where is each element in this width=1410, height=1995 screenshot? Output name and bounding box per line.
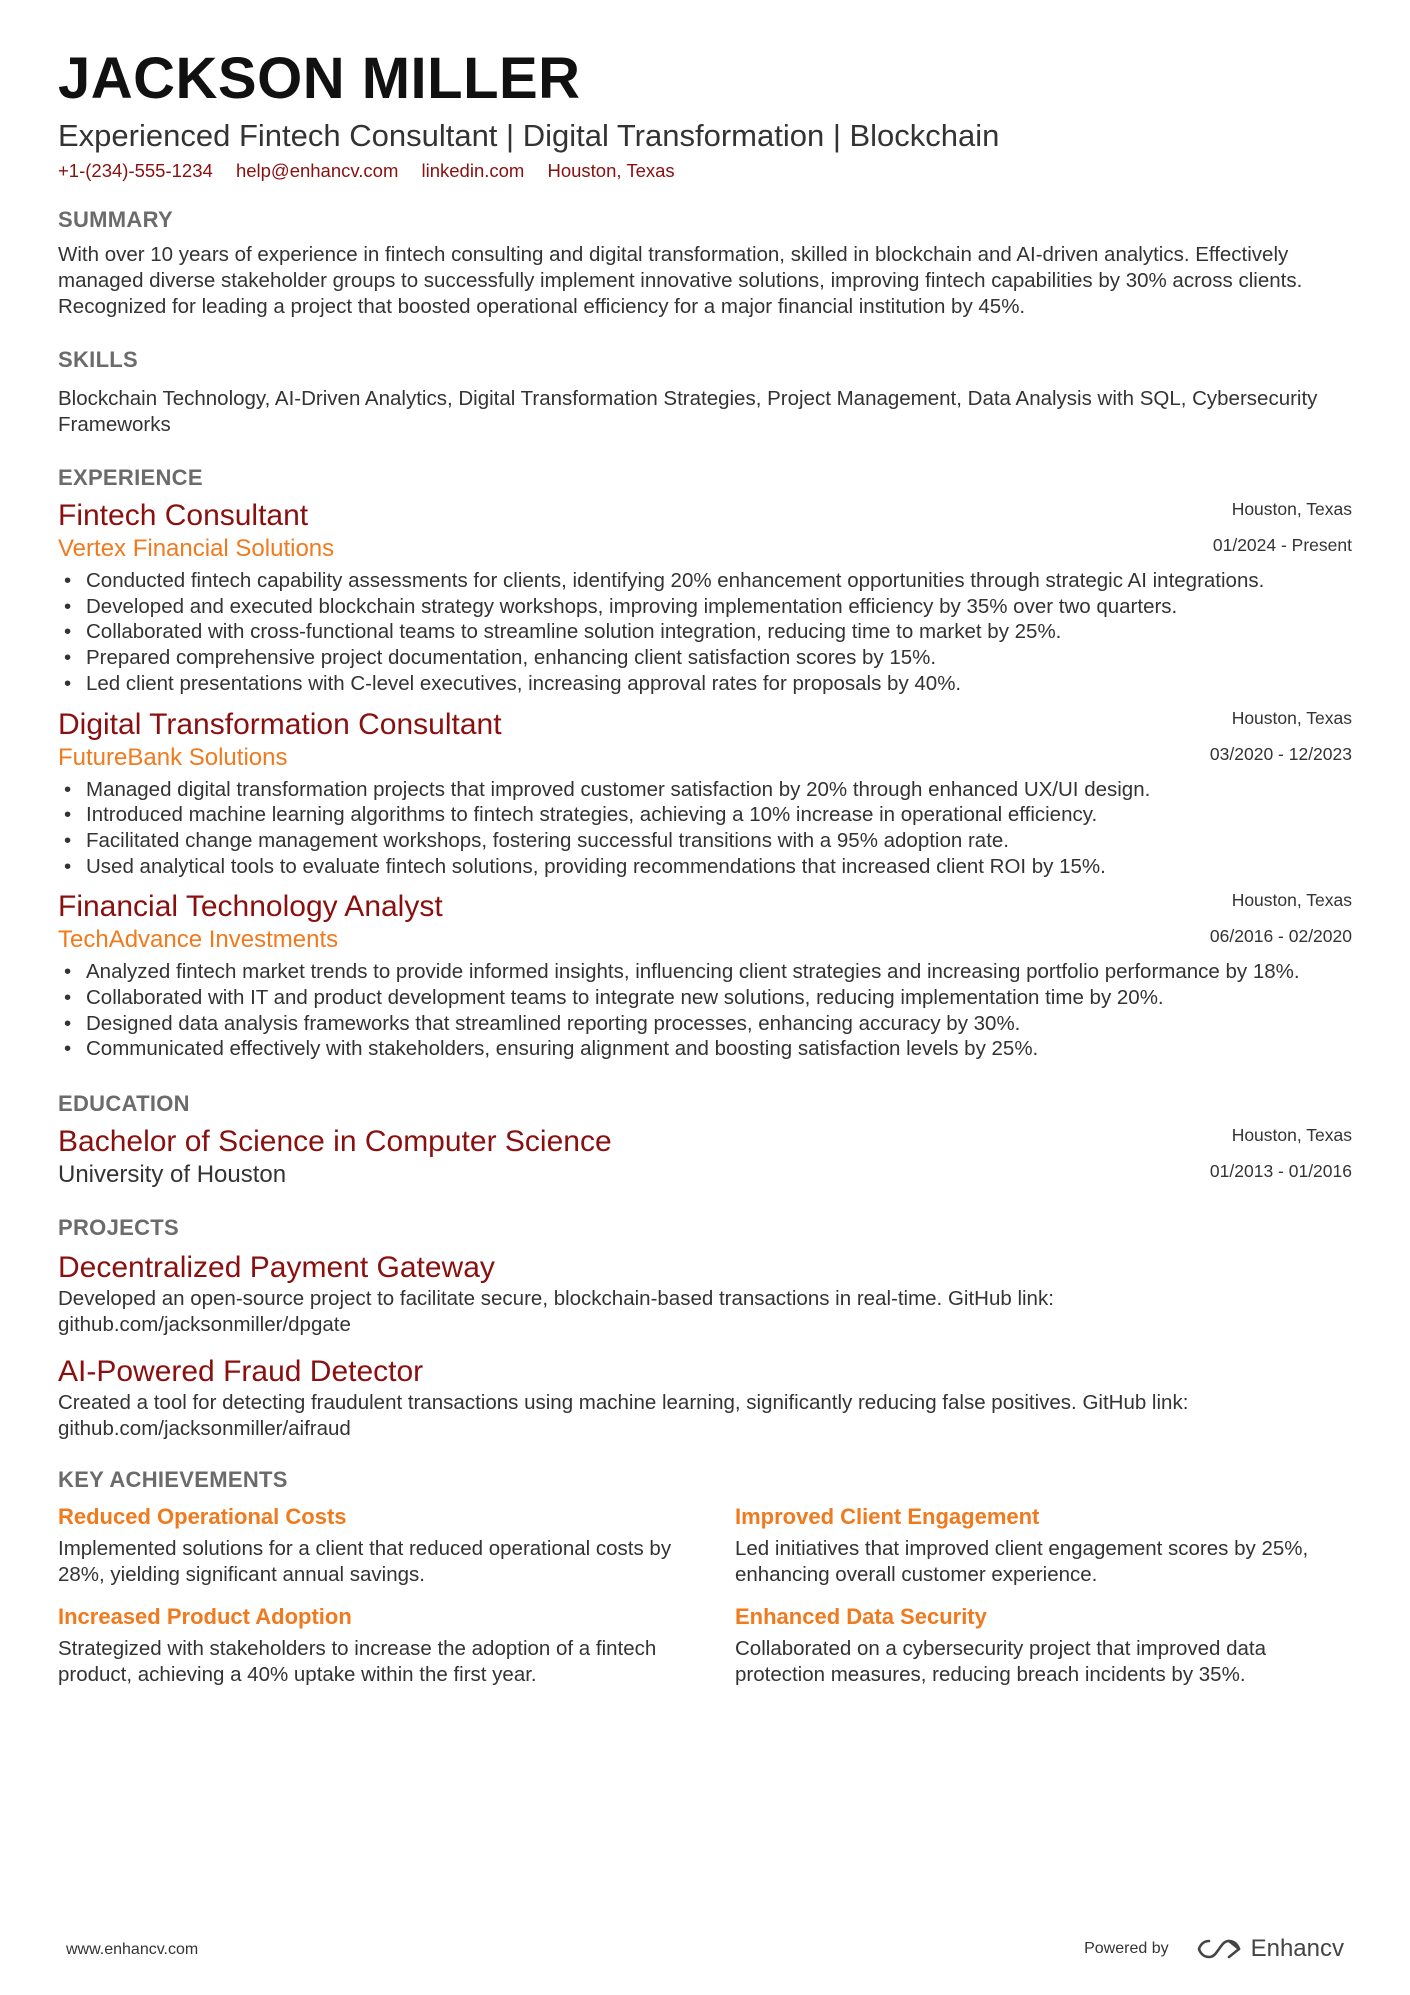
contact-location: Houston, Texas — [547, 160, 675, 181]
contact-linkedin[interactable]: linkedin.com — [421, 160, 525, 181]
enhancv-logo-icon — [1197, 1937, 1241, 1961]
bullet-item: • Introduced machine learning algorithms to fintech strategies, achieving a 10% increase in operational efficiency. — [58, 802, 1352, 828]
project-entry — [58, 1250, 1352, 1338]
bullet-item: • Conducted fintech capability assessments for clients, identifying 20% enhancement opportunities through strategic AI integrations. — [58, 568, 1352, 594]
project-description: Created a tool for detecting fraudulent transactions using machine learning, significantly reducing false positives. GitHub link: github.com/jacksonmiller/aifraud — [58, 1391, 1189, 1441]
contact-phone[interactable]: +1-(234)-555-1234 — [58, 160, 213, 181]
section-title-experience: EXPERIENCE — [58, 465, 203, 490]
job-dates: 01/2024 - Present — [1212, 535, 1352, 555]
brand-name: Enhancv — [1250, 1935, 1344, 1962]
achievement-title: Increased Product Adoption — [58, 1604, 352, 1630]
skills-section — [58, 346, 1352, 438]
job-bullets — [58, 959, 1352, 1062]
achievement-title: Enhanced Data Security — [735, 1604, 987, 1630]
section-title-projects: PROJECTS — [58, 1215, 179, 1241]
project-title: AI-Powered Fraud Detector — [58, 1355, 424, 1389]
job-location: Houston, Texas — [1231, 499, 1352, 519]
bullet-item: • Prepared comprehensive project documentation, enhancing client satisfaction scores by 15%. — [58, 645, 1352, 671]
bullet-item: • Communicated effectively with stakeholders, ensuring alignment and boosting satisfaction levels by 25%. — [58, 1036, 1352, 1062]
experience-entry — [58, 889, 1352, 1062]
resume-header — [58, 44, 1352, 184]
project-title: Decentralized Payment Gateway — [58, 1251, 495, 1285]
job-location: Houston, Texas — [1231, 707, 1352, 728]
candidate-name: JACKSON MILLER — [58, 46, 581, 111]
company-name: TechAdvance Investments — [58, 926, 339, 954]
achievements-section — [58, 1466, 1352, 1688]
achievement-title: Reduced Operational Costs — [58, 1504, 347, 1530]
achievement-item — [735, 1502, 1352, 1588]
bullet-item: • Managed digital transformation projects that improved customer satisfaction by 20% through enhanced UX/UI design. — [58, 777, 1352, 803]
bullet-item: • Facilitated change management workshops, fostering successful transitions with a 95% adoption rate. — [58, 828, 1352, 854]
education-meta — [1210, 1124, 1352, 1182]
bullet-item: • Used analytical tools to evaluate fintech solutions, providing recommendations that increased client ROI by 15%. — [58, 854, 1352, 880]
bullet-item: • Led client presentations with C-level executives, increasing approval rates for proposals by 40%. — [58, 671, 1352, 697]
experience-section — [58, 464, 1352, 1062]
company-name: Vertex Financial Solutions — [58, 535, 335, 562]
achievement-item — [735, 1602, 1352, 1688]
powered-by-label: Powered by — [1084, 1940, 1169, 1957]
footer-website[interactable]: www.enhancv.com — [66, 1941, 199, 1958]
projects-section — [58, 1214, 1352, 1442]
experience-entry-header — [58, 707, 1352, 773]
degree-title: Bachelor of Science in Computer Science — [58, 1125, 612, 1159]
school-name: University of Houston — [58, 1161, 287, 1189]
brand-logo[interactable] — [1197, 1935, 1344, 1963]
achievement-description: Led initiatives that improved client engagement scores by 25%, enhancing overall customer experience. — [735, 1537, 1309, 1587]
job-bullets — [58, 568, 1352, 697]
achievements-grid — [58, 1502, 1352, 1688]
company-name: FutureBank Solutions — [58, 743, 288, 771]
job-dates: 03/2020 - 12/2023 — [1209, 743, 1352, 764]
project-entry — [58, 1354, 1352, 1442]
achievement-item — [58, 1602, 675, 1688]
skills-text: Blockchain Technology, AI-Driven Analytics, Digital Transformation Strategies, Project Management, Data Analysis with SQL, Cybersecurity Frameworks — [58, 387, 1318, 436]
bullet-item: • Developed and executed blockchain strategy workshops, improving implementation efficiency by 35% over two quarters. — [58, 594, 1352, 620]
job-bullets — [58, 777, 1352, 880]
education-dates: 01/2013 - 01/2016 — [1209, 1161, 1352, 1182]
bullet-item: • Collaborated with IT and product development teams to integrate new solutions, reducing implementation time by 20%. — [58, 985, 1352, 1011]
summary-text: With over 10 years of experience in fintech consulting and digital transformation, skilled in blockchain and AI-driven analytics. Effectively managed diverse stakeholder groups to successfully implement innovative solutions, improving fintech capabilities by 30% across clients. Recognized for leading a project that boosted operational efficiency for a major financial institution by 45%. — [58, 243, 1303, 318]
job-title: Digital Transformation Consultant — [58, 707, 502, 741]
candidate-headline: Experienced Fintech Consultant | Digital Transformation | Blockchain — [58, 118, 1000, 153]
education-location: Houston, Texas — [1231, 1125, 1352, 1146]
job-title: Financial Technology Analyst — [58, 890, 443, 924]
job-dates: 06/2016 - 02/2020 — [1209, 926, 1352, 947]
section-title-education: EDUCATION — [58, 1091, 190, 1117]
achievement-item — [58, 1502, 675, 1588]
bullet-item: • Analyzed fintech market trends to provide informed insights, influencing client strategies and increasing portfolio performance by 18%. — [58, 959, 1352, 985]
contact-info — [58, 158, 1352, 184]
achievement-description: Strategized with stakeholders to increase the adoption of a fintech product, achieving a 40% uptake within the first year. — [58, 1637, 657, 1687]
job-location: Houston, Texas — [1231, 890, 1352, 911]
experience-entry — [58, 707, 1352, 880]
section-title-summary: SUMMARY — [58, 207, 173, 232]
bullet-item: • Collaborated with cross-functional teams to streamline solution integration, reducing time to market by 25%. — [58, 619, 1352, 645]
job-meta — [1210, 707, 1352, 765]
bullet-item: • Designed data analysis frameworks that streamlined reporting processes, enhancing accuracy by 30%. — [58, 1011, 1352, 1037]
experience-entry-header — [58, 889, 1352, 955]
achievement-title: Improved Client Engagement — [735, 1504, 1040, 1530]
job-title: Fintech Consultant — [58, 499, 309, 532]
experience-entry — [58, 498, 1352, 697]
summary-section — [58, 206, 1352, 320]
education-section — [58, 1090, 1352, 1190]
powered-by — [1084, 1935, 1344, 1963]
project-description: Developed an open-source project to facilitate secure, blockchain-based transactions in real-time. GitHub link: github.com/jacksonmiller/dpgate — [58, 1287, 1054, 1337]
job-meta — [1210, 889, 1352, 947]
achievement-description: Collaborated on a cybersecurity project that improved data protection measures, reducing breach incidents by 35%. — [735, 1637, 1267, 1687]
section-title-achievements: KEY ACHIEVEMENTS — [58, 1467, 288, 1493]
contact-email[interactable]: help@enhancv.com — [235, 160, 399, 181]
section-title-skills: SKILLS — [58, 347, 139, 372]
achievement-description: Implemented solutions for a client that reduced operational costs by 28%, yielding significant annual savings. — [58, 1537, 672, 1587]
job-meta — [1213, 498, 1352, 556]
experience-entry-header — [58, 498, 1352, 564]
page-footer — [66, 1935, 1344, 1965]
education-entry — [58, 1124, 1352, 1190]
